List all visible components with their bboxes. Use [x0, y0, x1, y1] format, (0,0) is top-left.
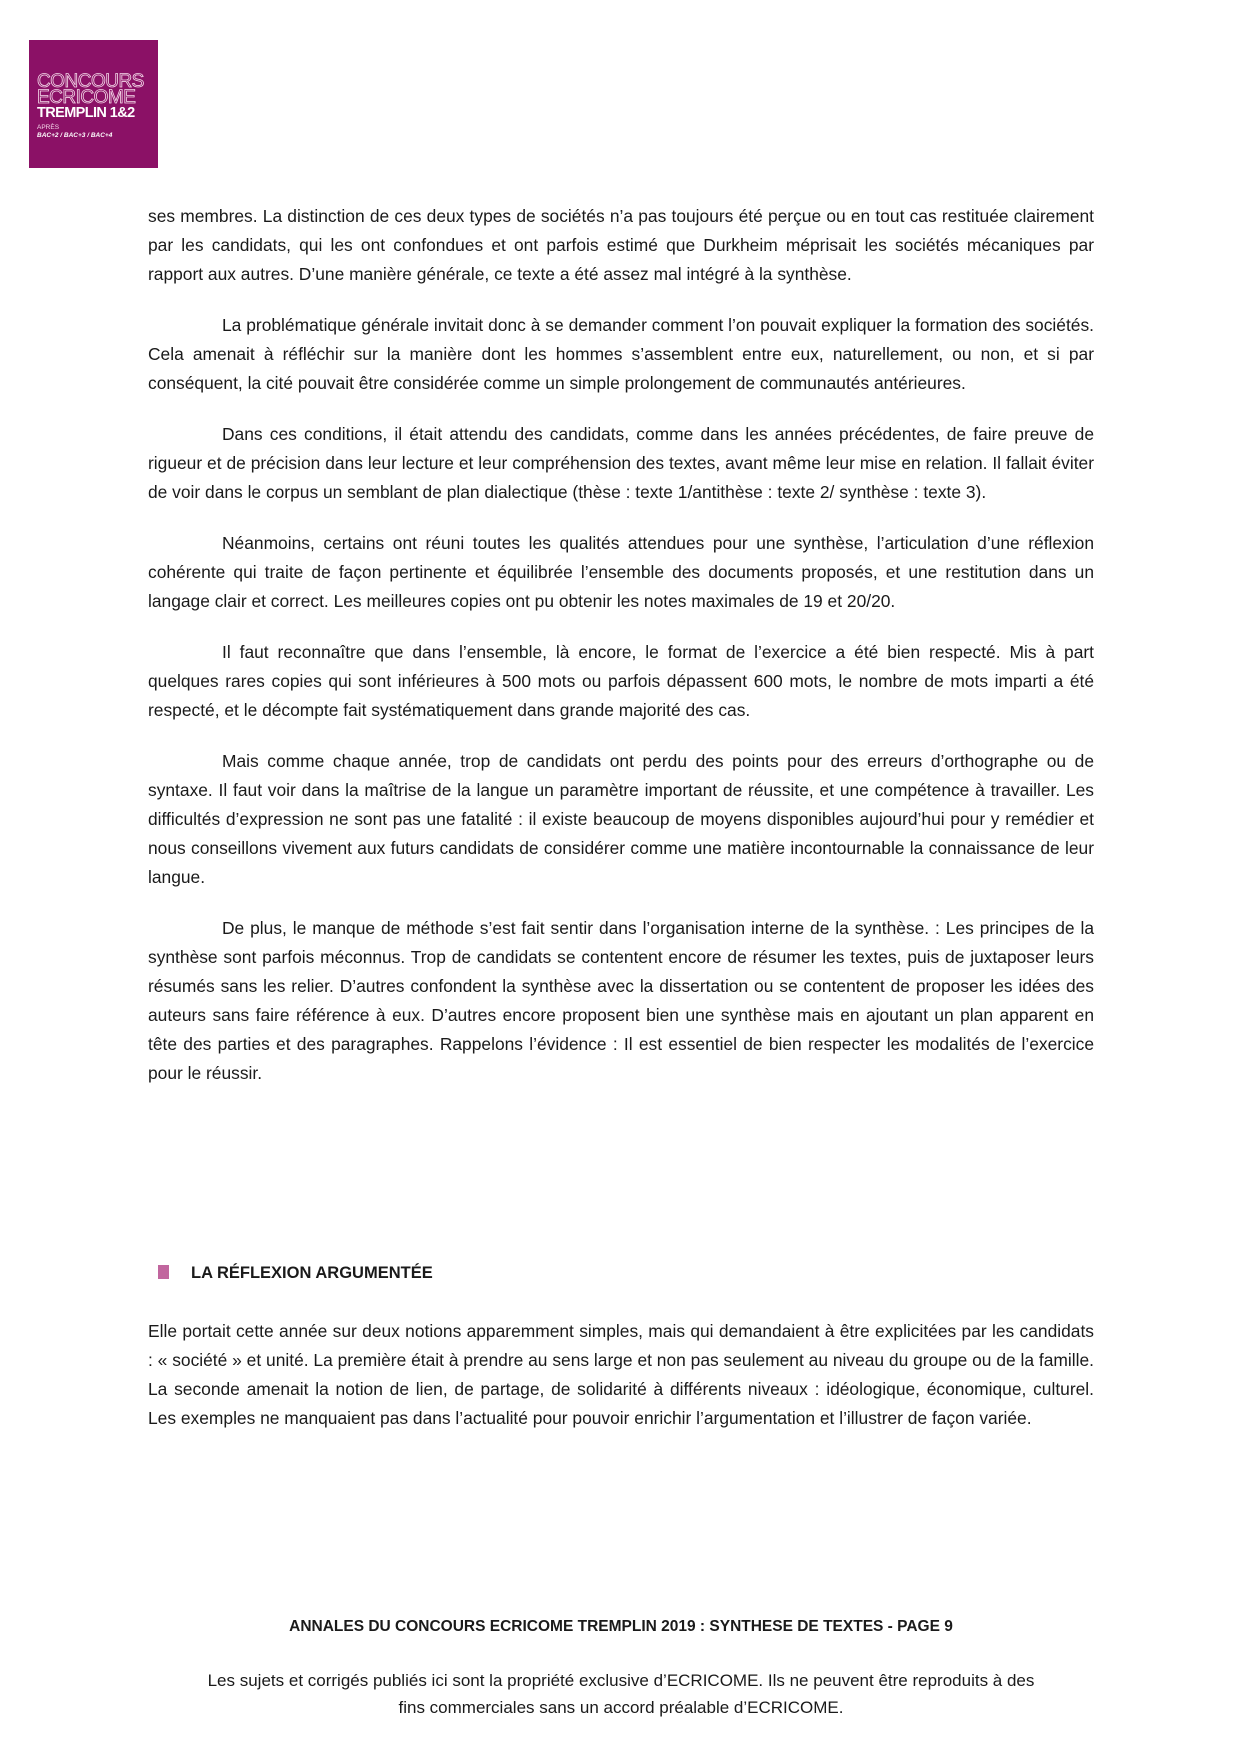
section-heading [158, 1262, 433, 1284]
paragraph-conditions: Dans ces conditions, il était attendu des candidats, comme dans les années précédentes, de faire preuve de rigueur et de précision dans leur lecture et leur compréhension des textes, avant même leur mise en relation. Il fallait éviter de voir dans le corpus un semblant de plan dialectique (thèse : texte 1/antithèse : texte 2/ synthèse : texte 3). [148, 424, 1094, 502]
square-bullet-icon [158, 1265, 169, 1279]
logo-line-apres: APRÈS [37, 124, 60, 131]
footer-note-line-2: fins commerciales sans un accord préalable d’ECRICOME. [398, 1698, 844, 1717]
logo-line-tremplin: TREMPLIN 1&2 [37, 105, 135, 121]
ecricome-logo [29, 40, 158, 168]
footer-title: ANNALES DU CONCOURS ECRICOME TREMPLIN 2019 : SYNTHESE DE TEXTES - PAGE 9 [289, 1618, 953, 1635]
logo-line-concours: CONCOURS [37, 71, 144, 92]
paragraph-problematique: La problématique générale invitait donc à se demander comment l’on pouvait expliquer la formation des sociétés. Cela amenait à réfléchir sur la manière dont les hommes s’assemblent entre eux, naturellement, ou non, et si par conséquent, la cité pouvait être considérée comme un simple prolongement de communautés antérieures. [148, 315, 1094, 393]
logo-line-bac: BAC+2 / BAC+3 / BAC+4 [37, 132, 113, 139]
paragraph-orthographe: Mais comme chaque année, trop de candidats ont perdu des points pour des erreurs d’orthographe ou de syntaxe. Il faut voir dans la maîtrise de la langue un paramètre important de réussite, et une compétence à travailler. Les difficultés d’expression ne sont pas une fatalité : il existe beaucoup de moyens disponibles aujourd’hui pour y remédier et nous conseillons vivement aux futurs candidats de considérer comme une matière incontournable la connaissance de leur langue. [148, 751, 1094, 887]
paragraph-reflexion: Elle portait cette année sur deux notions apparemment simples, mais qui demandaient à être explicitées par les candidats : « société » et unité. La première était à prendre au sens large et non pas seulement au niveau du groupe ou de la famille. La seconde amenait la notion de lien, de partage, de solidarité à différents niveaux : idéologique, économique, culturel. Les exemples ne manquaient pas dans l’actualité pour pouvoir enrichir l’argumentation et l’illustrer de façon variée. [148, 1321, 1094, 1428]
logo-line-ecricome: ECRICOME [37, 87, 136, 108]
paragraph-continuation: ses membres. La distinction de ces deux types de sociétés n’a pas toujours été perçue ou en tout cas restituée clairement par les candidats, qui les ont confondues et ont parfois estimé que Durkheim méprisait les sociétés mécaniques par rapport aux autres. D’une manière générale, ce texte a été assez mal intégré à la synthèse. [148, 206, 1094, 284]
section-heading-text: LA RÉFLEXION ARGUMENTÉE [191, 1264, 433, 1282]
paragraph-qualites: Néanmoins, certains ont réuni toutes les qualités attendues pour une synthèse, l’articulation d’une réflexion cohérente qui traite de façon pertinente et équilibrée l’ensemble des documents proposés, et une restitution dans un langage clair et correct. Les meilleures copies ont pu obtenir les notes maximales de 19 et 20/20. [148, 533, 1094, 611]
document-body [148, 202, 1094, 1110]
footer-note [148, 1667, 1094, 1721]
footer-note-line-1: Les sujets et corrigés publiés ici sont la propriété exclusive d’ECRICOME. Ils ne peuvent être reproduits à des [207, 1671, 1035, 1690]
paragraph-methode: De plus, le manque de méthode s’est fait sentir dans l’organisation interne de la synthèse. : Les principes de la synthèse sont parfois méconnus. Trop de candidats se contentent encore de résumer les textes, puis de juxtaposer leurs résumés sans les relier. D’autres confondent la synthèse avec la dissertation ou se contentent de proposer les idées des auteurs sans faire référence à eux. D’autres encore proposent bien une synthèse mais en ajoutant un plan apparent en tête des parties et des paragraphes. Rappelons l’évidence : Il est essentiel de bien respecter les modalités de l’exercice pour le réussir. [148, 918, 1094, 1083]
paragraph-format: Il faut reconnaître que dans l’ensemble, là encore, le format de l’exercice a été bien respecté. Mis à part quelques rares copies qui sont inférieures à 500 mots ou parfois dépassent 600 mots, le nombre de mots imparti a été respecté, et le décompte fait systématiquement dans grande majorité des cas. [148, 642, 1094, 720]
